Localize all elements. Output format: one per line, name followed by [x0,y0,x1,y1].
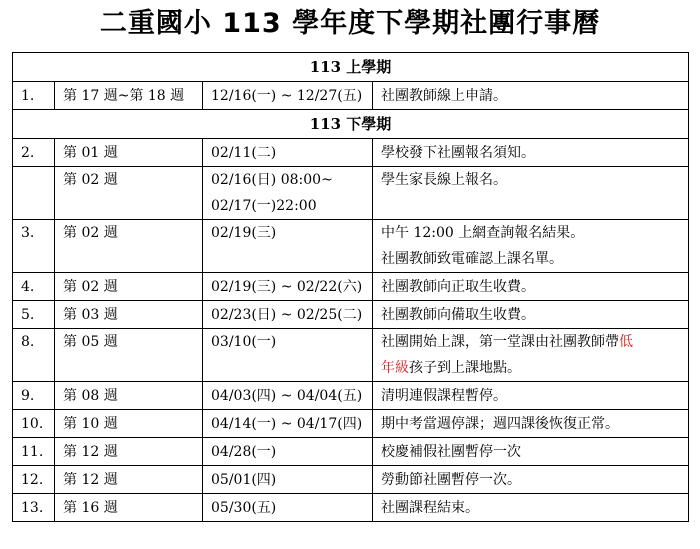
section-title: 113 下學期 [13,110,689,139]
row-event: 學生家長線上報名。 [373,167,689,220]
row-date: 02/23(日) ~ 02/25(二) [203,301,373,329]
row-event-line2: 社團教師致電確認上課名單。 [381,251,563,267]
row-event [373,329,689,382]
row-week: 第 08 週 [55,382,203,410]
row-event: 學校發下社團報名須知。 [373,139,689,167]
calendar-table [12,52,689,522]
row-week: 第 01 週 [55,139,203,167]
table-row [13,329,689,382]
row-week: 第 02 週 [55,167,203,220]
row-event-line2 [381,355,688,381]
row-week: 第 05 週 [55,329,203,382]
row-date: 04/03(四) ~ 04/04(五) [203,382,373,410]
page-title: 二重國小 113 學年度下學期社團行事曆 [99,8,601,39]
section-header-second-semester [13,110,689,139]
table-row [13,220,689,273]
row-number: 11. [13,438,55,466]
row-event: 校慶補假社團暫停一次 [373,438,689,466]
row-number: 13. [13,494,55,522]
row-week: 第 03 週 [55,301,203,329]
row-event: 社團教師向正取生收費。 [373,273,689,301]
row-number: 8. [13,329,55,382]
row-date: 05/01(四) [203,466,373,494]
row-number: 10. [13,410,55,438]
row-week: 第 10 週 [55,410,203,438]
row-date: 05/30(五) [203,494,373,522]
row-date: 02/19(三) [203,220,373,273]
row-week: 第 12 週 [55,466,203,494]
table-row [13,494,689,522]
row-event: 期中考當週停課；週四課後恢復正常。 [373,410,689,438]
table-row [13,139,689,167]
event-text: 孩子到上課地點。 [409,360,521,376]
row-number: 1. [13,82,55,110]
row-event: 社團課程結束。 [373,494,689,522]
row-number: 3. [13,220,55,273]
row-date-line2: 02/17(一)22:00 [211,198,317,214]
row-date: 02/19(三) ~ 02/22(六) [203,273,373,301]
row-date: 04/28(一) [203,438,373,466]
row-number: 5. [13,301,55,329]
row-number: 2. [13,139,55,167]
row-event: 社團教師向備取生收費。 [373,301,689,329]
table-row [13,466,689,494]
event-highlight: 低 [619,334,633,350]
table-row [13,167,689,220]
row-event-line1: 中午 12:00 上網查詢報名結果。 [381,225,585,241]
row-week: 第 02 週 [55,220,203,273]
row-event-line1 [381,329,688,355]
row-week: 第 16 週 [55,494,203,522]
row-week: 第 02 週 [55,273,203,301]
table-row [13,410,689,438]
row-date: 12/16(一) ~ 12/27(五) [203,82,373,110]
row-week: 第 12 週 [55,438,203,466]
row-event: 清明連假課程暫停。 [373,382,689,410]
row-date: 03/10(一) [203,329,373,382]
row-number [13,167,55,220]
row-date: 02/11(二) [203,139,373,167]
row-number: 4. [13,273,55,301]
event-text: 社團開始上課，第一堂課由社團教師帶 [381,334,619,350]
row-event [373,220,689,273]
row-number: 12. [13,466,55,494]
table-row [13,382,689,410]
row-event: 社團教師線上申請。 [373,82,689,110]
row-date [203,167,373,220]
row-date-line1: 02/16(日) 08:00~ [211,172,333,188]
table-row [13,301,689,329]
row-event: 勞動節社團暫停一次。 [373,466,689,494]
row-date: 04/14(一) ~ 04/17(四) [203,410,373,438]
table-row [13,82,689,110]
table-row [13,273,689,301]
section-title: 113 上學期 [13,53,689,82]
table-row [13,438,689,466]
event-highlight: 年級 [381,360,409,376]
row-number: 9. [13,382,55,410]
row-week: 第 17 週~第 18 週 [55,82,203,110]
section-header-first-semester [13,53,689,82]
